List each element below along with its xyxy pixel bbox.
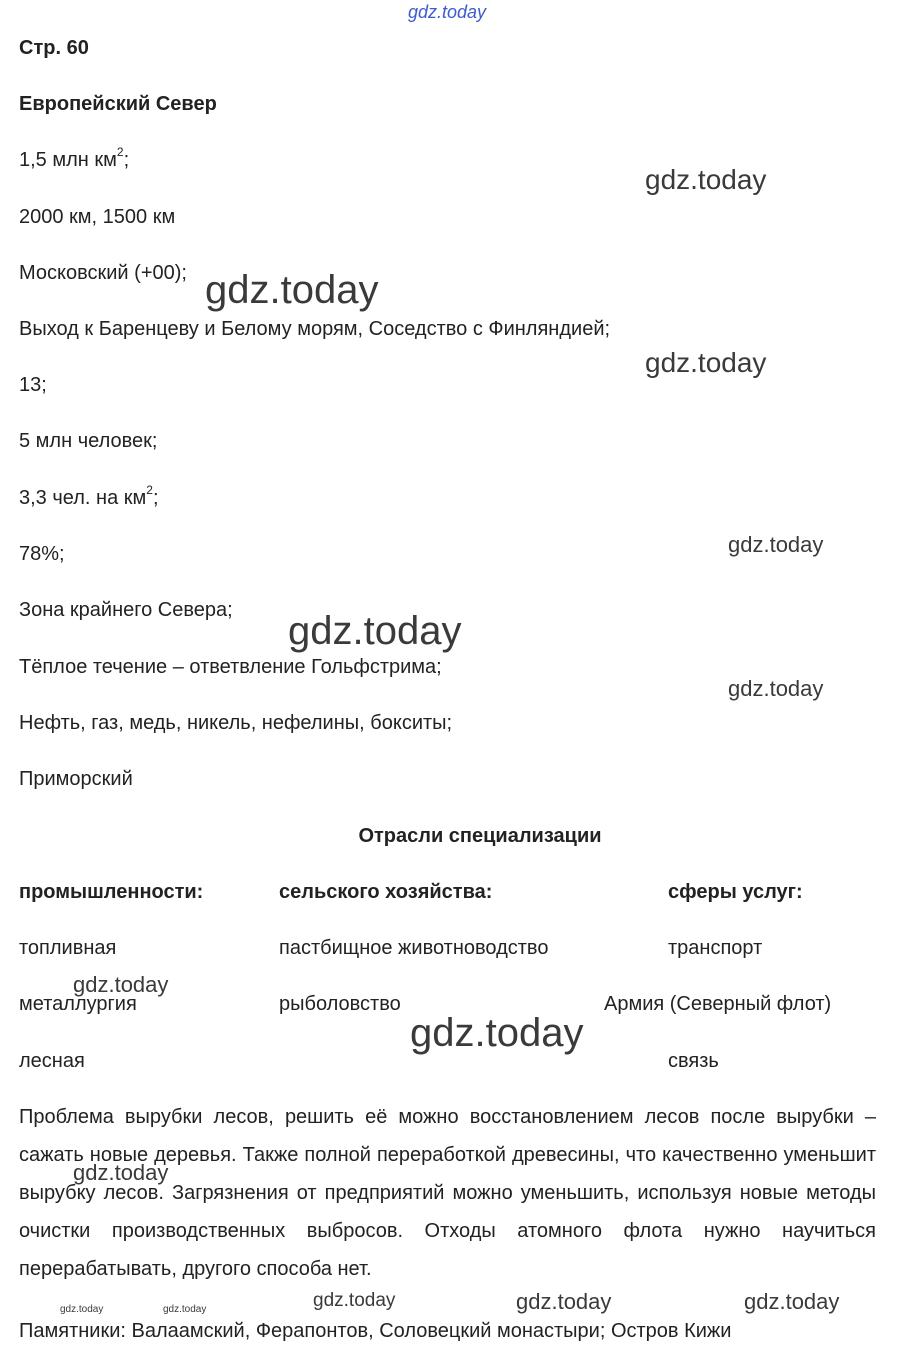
fact-area-text: 1,5 млн км [19, 149, 117, 171]
watermark: gdz.today [60, 1304, 104, 1315]
agriculture-item: рыболовство [279, 993, 401, 1015]
fact-region-type: Приморский [19, 768, 133, 790]
watermark: gdz.today [73, 972, 169, 997]
fact-resources: Нефть, газ, медь, никель, нефелины, бокситы; [19, 712, 453, 734]
watermark: gdz.today [516, 1289, 612, 1314]
watermark: gdz.today [645, 164, 767, 195]
problems-paragraph: Проблема вырубки лесов, решить её можно восстановлением лесов после вырубки – сажать новые деревья. Также полной переработкой древесины, что качественно уменьшит вырубку лесов. Загрязнения от предприятий можно уменьшить, используя новые методы очистки производственных выбросов. Отходы атомного флота нужно научиться перерабатывать, другого способа нет. [19, 1106, 876, 1280]
fact-urban-share: 78%; [19, 543, 65, 565]
specialization-title: Отрасли специализации [358, 825, 602, 847]
fact-density-text: 3,3 чел. на км [19, 487, 147, 509]
watermark: gdz.today [73, 1160, 169, 1185]
watermark: gdz.today [410, 1011, 584, 1055]
watermark: gdz.today [313, 1290, 396, 1311]
industry-item: металлургия [19, 993, 137, 1015]
services-item: Армия (Северный флот) [604, 993, 832, 1015]
fact-density [19, 483, 159, 510]
fact-area-sup: 2 [116, 145, 124, 160]
watermark: gdz.today [288, 609, 462, 653]
page-label: Стр. 60 [19, 37, 89, 59]
watermark: gdz.today [728, 676, 824, 701]
fact-current: Тёплое течение – ответвление Гольфстрима; [19, 656, 442, 678]
header-industry: промышленности: [19, 881, 204, 903]
fact-position: Выход к Баренцеву и Белому морям, Соседство с Финляндией; [19, 318, 611, 340]
fact-population: 5 млн человек; [19, 430, 158, 452]
watermark: gdz.today [728, 532, 824, 557]
watermark: gdz.today [645, 347, 767, 378]
fact-subjects-count: 13; [19, 374, 47, 396]
watermark: gdz.today [205, 268, 379, 312]
fact-area [19, 145, 130, 172]
header-agriculture: сельского хозяйства: [279, 881, 493, 903]
monuments: Памятники: Валаамский, Ферапонтов, Соловецкий монастыри; Остров Кижи [19, 1320, 732, 1342]
watermark-top: gdz.today [408, 2, 487, 22]
services-item: связь [668, 1050, 719, 1072]
industry-item: топливная [19, 937, 117, 959]
watermark: gdz.today [163, 1304, 207, 1315]
agriculture-item: пастбищное животноводство [279, 937, 549, 959]
watermark: gdz.today [744, 1289, 840, 1314]
header-services: сферы услуг: [668, 881, 803, 903]
services-item: транспорт [668, 937, 763, 959]
industry-item: лесная [19, 1050, 85, 1072]
fact-dimensions: 2000 км, 1500 км [19, 206, 176, 228]
fact-density-end: ; [152, 487, 159, 509]
fact-density-sup: 2 [146, 483, 153, 498]
fact-climate-zone: Зона крайнего Севера; [19, 599, 233, 621]
fact-area-end: ; [123, 149, 130, 171]
region-title: Европейский Север [19, 93, 217, 115]
fact-time-zone: Московский (+00); [19, 262, 187, 284]
